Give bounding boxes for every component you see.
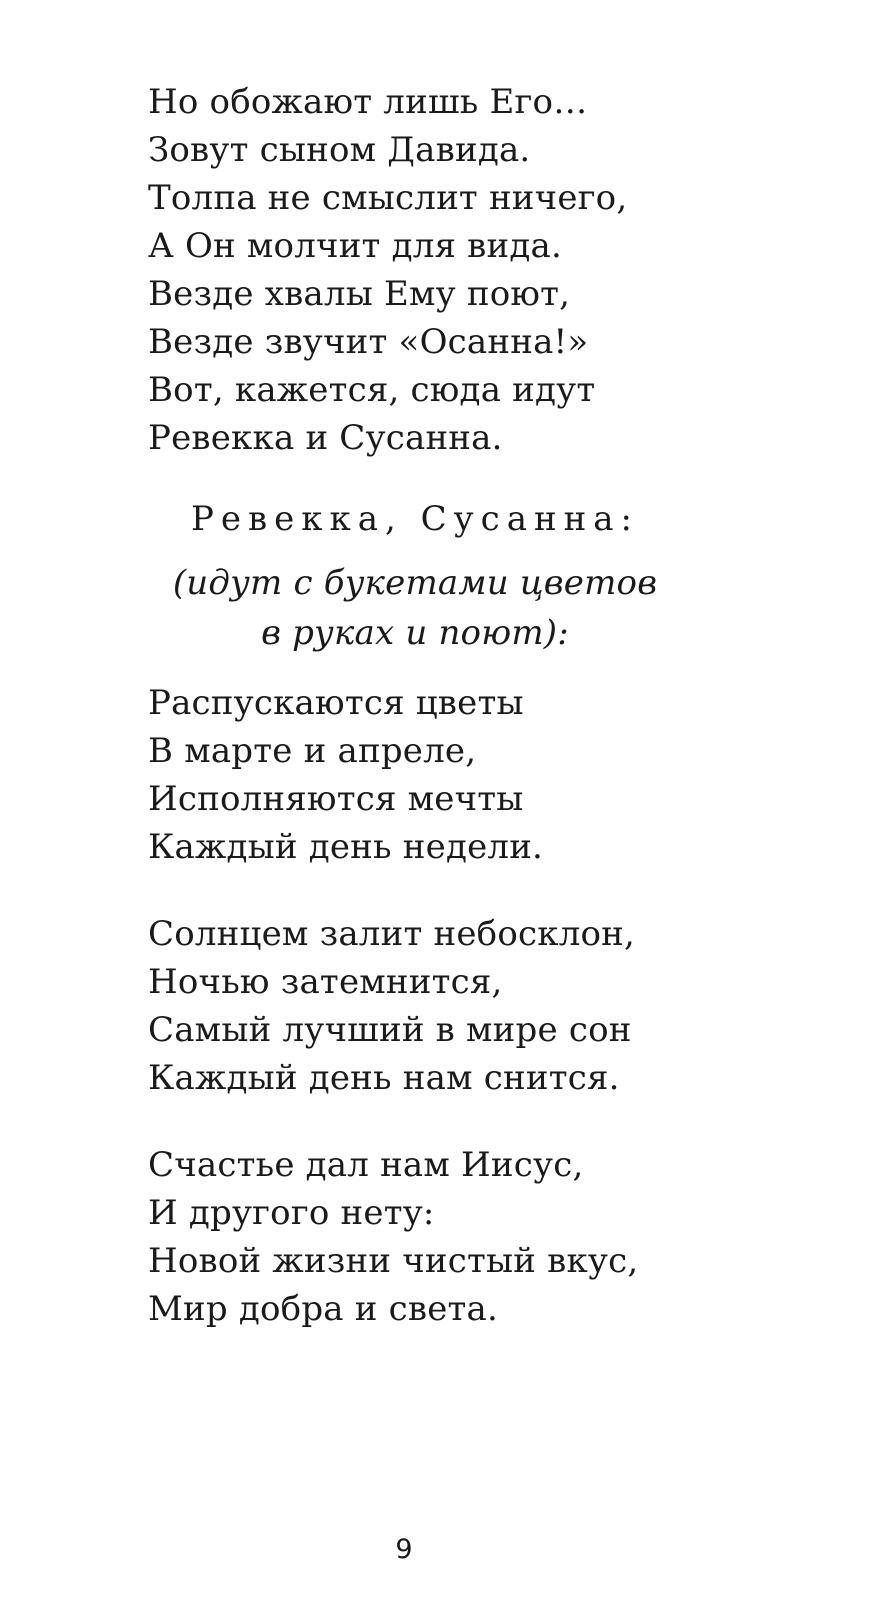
- verse-line: Новой жизни чистый вкус,: [148, 1241, 639, 1281]
- verse-line: Везде хвалы Ему поют,: [148, 274, 571, 314]
- verse-line: Солнцем залит небосклон,: [148, 914, 636, 954]
- stanza-4: [148, 1141, 638, 1333]
- stanza-2: [148, 679, 543, 871]
- verse-line: Каждый день недели.: [148, 827, 544, 867]
- page-number: 9: [395, 1534, 413, 1565]
- stanza-3: [148, 910, 635, 1102]
- verse-line: А Он молчит для вида.: [148, 226, 562, 266]
- verse-line: Распускаются цветы: [148, 683, 524, 723]
- verse-line: Вот, кажется, сюда идут: [148, 370, 596, 410]
- verse-line: Ревекка и Сусанна.: [148, 418, 503, 458]
- verse-line: Исполняются мечты: [148, 779, 524, 819]
- stanza-1: [148, 78, 627, 462]
- speaker-heading: Ревекка, Сусанна:: [190, 499, 640, 539]
- verse-line: И другого нету:: [148, 1193, 435, 1233]
- verse-line: Ночью затемнится,: [148, 962, 503, 1002]
- verse-line: Каждый день нам снится.: [148, 1058, 620, 1098]
- stage-direction-line: в руках и поют):: [261, 613, 569, 653]
- verse-line: Но обожают лишь Его…: [148, 82, 588, 122]
- stage-direction-line: (идут с букетами цветов: [172, 563, 658, 603]
- stage-direction: [0, 558, 830, 658]
- verse-line: Везде звучит «Осанна!»: [148, 322, 589, 362]
- verse-line: В марте и апреле,: [148, 731, 477, 771]
- verse-line: Самый лучший в мире сон: [148, 1010, 632, 1050]
- verse-line: Счастье дал нам Иисус,: [148, 1145, 584, 1185]
- verse-line: Мир добра и света.: [148, 1289, 499, 1329]
- verse-line: Зовут сыном Давида.: [148, 130, 531, 170]
- verse-line: Толпа не смыслит ничего,: [148, 178, 628, 218]
